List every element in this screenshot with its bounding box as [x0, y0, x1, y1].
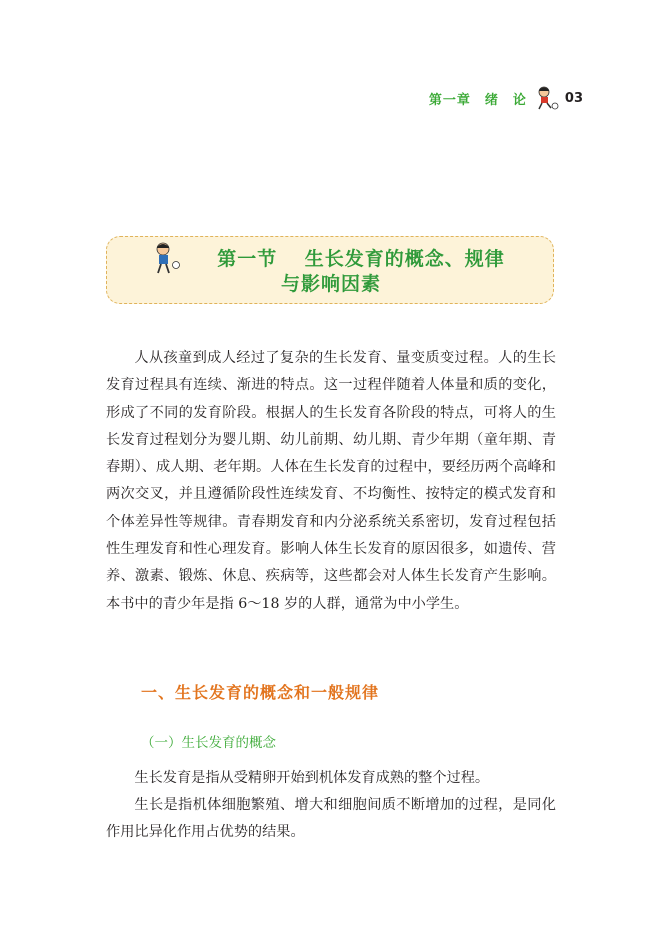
heading-level2: （一）生长发育的概念	[141, 735, 276, 751]
heading-level1: 一、生长发育的概念和一般规律	[141, 683, 380, 702]
running-head	[429, 86, 583, 110]
body-paragraph: 生长是指机体细胞繁殖、增大和细胞间质不断增加的过程，是同化作用比异化作用占优势的结果。	[106, 797, 556, 841]
section-title-box	[106, 236, 554, 304]
boy-soccer-icon	[533, 86, 559, 110]
chapter-label: 第一章 绪 论	[428, 92, 527, 108]
page-number: 03	[564, 90, 583, 106]
body-paragraph: 生长发育是指从受精卵开始到机体发育成熟的整个过程。	[134, 770, 490, 786]
body-paragraph: 人从孩童到成人经过了复杂的生长发育、量变质变过程。人的生长发育过程具有连续、渐进的特点。这一过程伴随着人体量和质的变化，形成了不同的发育阶段。根据人的生长发育各阶段的特点，可将人的生长发育过程划分为婴儿期、幼儿前期、幼儿期、青少年期（童年期、青春期）、成人期、老年期。人体在生长发育的过程中，要经历两个高峰和两次交叉，并且遵循阶段性连续发育、不均衡性、按特定的模式发育和个体差异性等规律。青春期发育和内分泌系统关系密切，发育过程包括性生理发育和性心理发育。影响人体生长发育的原因很多，如遗传、营养、激素、锻炼、休息、疾病等，这些都会对人体生长发育产生影响。本书中的青少年是指 6～18 岁的人群，通常为中小学生。	[106, 350, 556, 612]
section-title	[107, 247, 555, 297]
section-title-line1: 第一节 生长发育的概念、规律	[217, 248, 505, 270]
section-title-line2: 与影响因素	[280, 273, 381, 295]
